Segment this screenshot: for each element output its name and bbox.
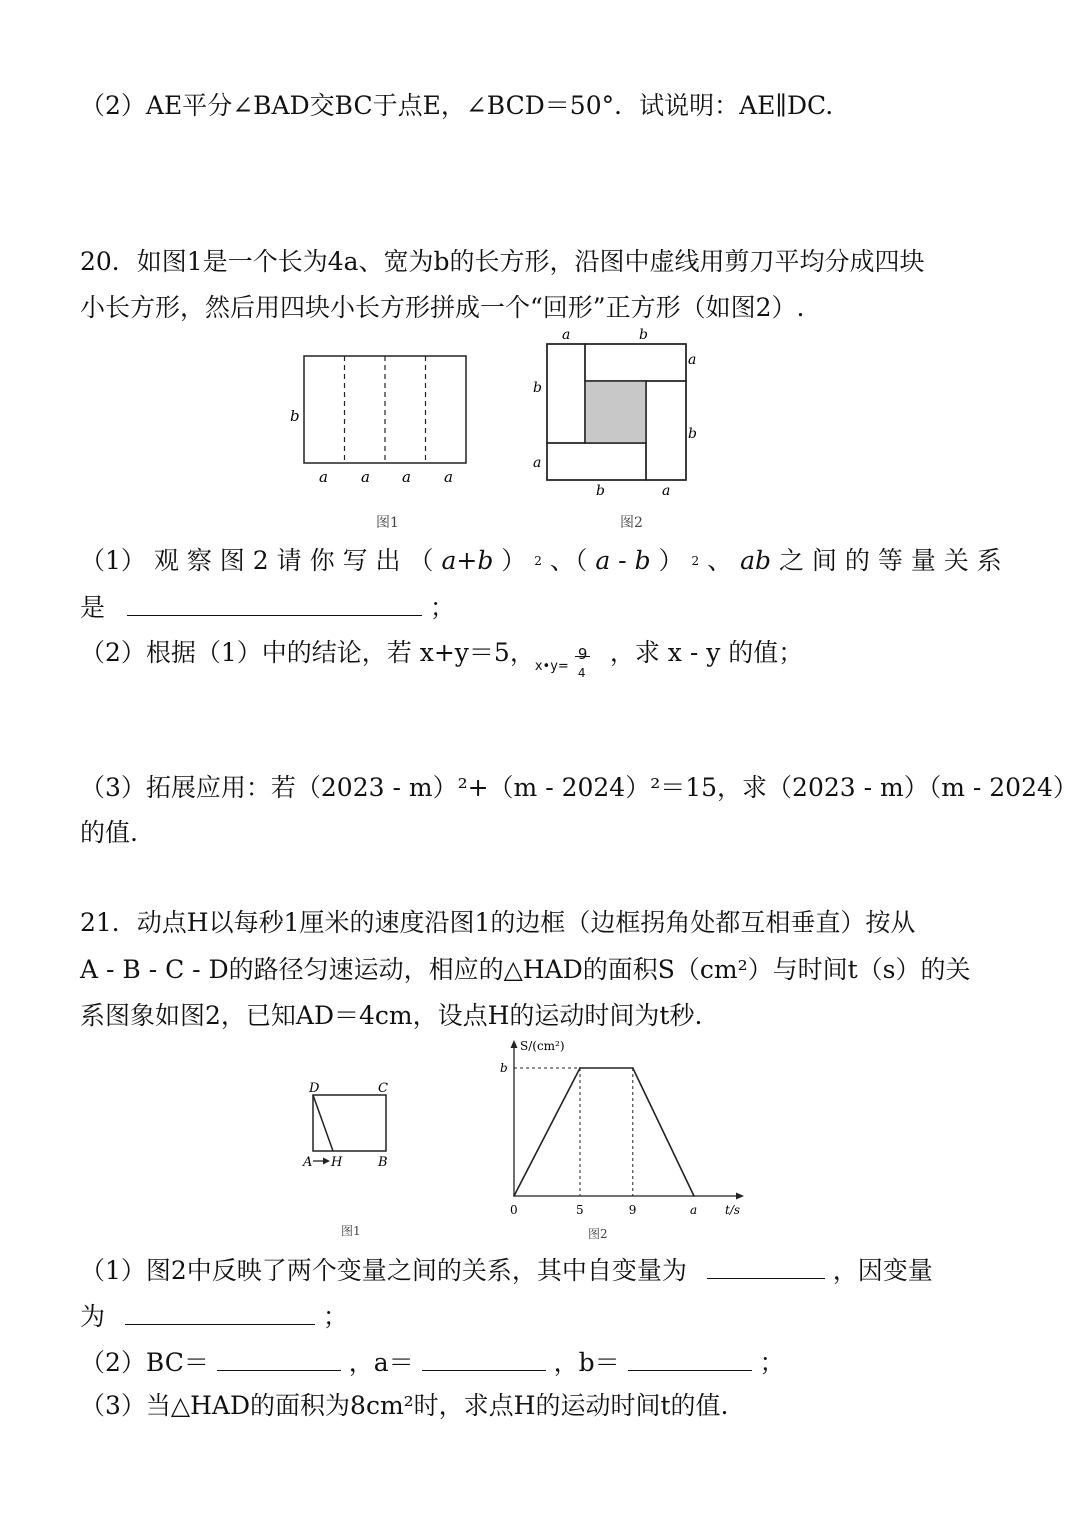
q20-p1-c27: 系 bbox=[976, 546, 1002, 575]
chart-x-tick-1: 5 bbox=[576, 1203, 584, 1217]
q21-p2-a: ，a＝ bbox=[348, 1348, 414, 1377]
chart-x-tick-3: a bbox=[690, 1203, 698, 1217]
fig2-label-left-a: a bbox=[533, 455, 542, 471]
q20-p1-c18: 2 bbox=[691, 554, 700, 568]
chart-y-axis-label: S/(cm²) bbox=[520, 1039, 565, 1053]
q20-p2-inline-formula bbox=[534, 640, 610, 680]
chart-marks-group bbox=[500, 1061, 697, 1217]
q21-p1-text-b: ，因变量 bbox=[832, 1256, 933, 1285]
fig2-label-top-a: a bbox=[562, 327, 571, 343]
q21-stem-line2: A - B - C - D的路径匀速运动，相应的△HAD的面积S（cm²）与时间t（s）的关 bbox=[80, 955, 971, 984]
q20-p2-prefix: （2）根据（1）中的结论，若 x+y＝5， bbox=[80, 638, 535, 667]
q19-part2: （2）AE平分∠BAD交BC于点E，∠BCD＝50°．试说明：AE∥DC. bbox=[80, 91, 834, 120]
fig1-label-a1: a bbox=[319, 468, 328, 486]
q20-part1-line1 bbox=[80, 543, 1002, 579]
q20-p1-c2: 察 bbox=[186, 546, 212, 575]
q20-p1-c8: 出 bbox=[375, 546, 401, 575]
q21-p1-end: ； bbox=[322, 1302, 348, 1331]
q20-p2-frac-num: 9 bbox=[577, 644, 588, 663]
q20-p1-c20: ab bbox=[740, 546, 771, 575]
q20-p2-frac-den: 4 bbox=[577, 665, 586, 680]
q21-fig1-arrow-head bbox=[323, 1158, 330, 1165]
fig2-label-right-b: b bbox=[688, 426, 697, 442]
fig2-top-rect bbox=[585, 344, 686, 381]
q20-p1-c23: 的 bbox=[844, 546, 870, 575]
fig1-label-a3: a bbox=[402, 468, 411, 486]
chart-point-3 bbox=[693, 1195, 695, 1197]
q21-figure-1 bbox=[295, 1075, 405, 1245]
q20-p1-c24: 等 bbox=[877, 546, 903, 575]
q21-stem-line3: 系图象如图2，已知AD＝4cm，设点H的运动时间为t秒. bbox=[80, 1001, 703, 1030]
chart-x-axis-arrow bbox=[736, 1193, 744, 1200]
fig2-right-rect bbox=[646, 381, 686, 480]
q20-p1-shi: 是 bbox=[80, 593, 106, 622]
fig2-label-bottom-b: b bbox=[596, 483, 605, 499]
q20-figure-1 bbox=[280, 340, 490, 540]
q21-p2-end: ； bbox=[759, 1348, 785, 1377]
fig2-label-bottom-a: a bbox=[662, 483, 671, 499]
fig1-label-b: b bbox=[290, 407, 300, 425]
q20-p1-c15: - bbox=[618, 546, 627, 575]
fig1-label-a2: a bbox=[361, 468, 370, 486]
q21-part1-line1 bbox=[80, 1252, 933, 1289]
q20-p1-c1: 观 bbox=[153, 546, 179, 575]
q21-stem-line1: 21．动点H以每秒1厘米的速度沿图1的边框（边框拐角处都互相垂直）按从 bbox=[80, 908, 916, 937]
q21-b-blank[interactable] bbox=[628, 1344, 752, 1371]
q20-p1-c19: 、 bbox=[707, 546, 733, 575]
q20-p1-c0: （1） bbox=[80, 546, 146, 575]
q21-fig1-label-B: B bbox=[378, 1155, 388, 1170]
q20-p2-suffix: ，求 x - y 的值； bbox=[609, 638, 804, 667]
fig2-label-right-a: a bbox=[688, 352, 697, 368]
q20-p1-c17: ） bbox=[658, 546, 684, 575]
q21-fig1-segment-DH bbox=[313, 1095, 333, 1151]
q21-p2-bc: （2）BC＝ bbox=[80, 1348, 209, 1377]
q21-part2 bbox=[80, 1344, 785, 1381]
fig1-caption: 图1 bbox=[376, 515, 399, 531]
q20-p1-c7: 写 bbox=[342, 546, 368, 575]
q20-part3-line1: （3）拓展应用：若（2023 - m）²+（m - 2024）²＝15，求（2023 - m）（m - 2024） bbox=[80, 773, 1078, 802]
q20-p1-c26: 关 bbox=[943, 546, 969, 575]
q21-a-blank[interactable] bbox=[422, 1344, 546, 1371]
q20-p1-c6: 你 bbox=[309, 546, 335, 575]
q20-p1-c16: b bbox=[634, 546, 651, 575]
q20-part2 bbox=[80, 635, 804, 680]
q20-p1-c5: 请 bbox=[276, 546, 302, 575]
q20-p1-c13: 、（ bbox=[549, 546, 588, 575]
chart-y-axis-arrow bbox=[511, 1040, 518, 1048]
chart-x-tick-2: 9 bbox=[628, 1203, 637, 1217]
q20-figure-2 bbox=[525, 322, 715, 537]
q21-fig1-label-H: H bbox=[331, 1155, 343, 1170]
q21-fig1-label-C: C bbox=[378, 1081, 388, 1096]
q21-independent-var-blank[interactable] bbox=[707, 1252, 825, 1279]
fig2-label-top-b: b bbox=[639, 327, 648, 343]
q20-answer-blank-1[interactable] bbox=[127, 589, 422, 616]
fig2-caption: 图2 bbox=[620, 515, 643, 531]
q21-fig1-label-D: D bbox=[309, 1081, 320, 1096]
q20-p1-c9: （ bbox=[408, 546, 434, 575]
fig2-left-rect bbox=[547, 344, 585, 443]
q20-p1-c10: a+b bbox=[441, 546, 494, 575]
chart-y-tick-0: b bbox=[500, 1061, 508, 1075]
q20-p1-c25: 量 bbox=[910, 546, 936, 575]
q21-figure-2-chart bbox=[490, 1032, 760, 1247]
q21-fig1-caption: 图1 bbox=[341, 1224, 361, 1238]
fig1-label-a4: a bbox=[444, 468, 453, 486]
q20-p1-c22: 间 bbox=[811, 546, 837, 575]
chart-x-tick-0: 0 bbox=[510, 1203, 518, 1217]
chart-caption: 图2 bbox=[588, 1227, 608, 1241]
chart-x-axis-label: t/s bbox=[725, 1203, 741, 1217]
q20-p1-c4: 2 bbox=[252, 546, 269, 575]
fig2-label-left-b: b bbox=[533, 380, 542, 396]
q20-p1-end: ； bbox=[429, 593, 455, 622]
q20-p1-c11: ） bbox=[501, 546, 527, 575]
q20-p1-c21: 之 bbox=[778, 546, 804, 575]
fig2-bottom-rect bbox=[547, 443, 646, 480]
q21-part1-line2 bbox=[80, 1298, 348, 1335]
q20-p2-formula-text: x•y= bbox=[534, 658, 569, 674]
q21-p2-b: ，b＝ bbox=[553, 1348, 620, 1377]
q21-bc-blank[interactable] bbox=[217, 1344, 341, 1371]
chart-point-0 bbox=[513, 1195, 515, 1197]
q21-part3: （3）当△HAD的面积为8cm²时，求点H的运动时间t的值. bbox=[80, 1391, 729, 1420]
q20-part1-line2 bbox=[80, 589, 455, 626]
q20-stem-line1: 20．如图1是一个长为4a、宽为b的长方形，沿图中虚线用剪刀平均分成四块 bbox=[80, 247, 925, 276]
q21-dependent-var-blank[interactable] bbox=[125, 1298, 315, 1325]
q20-p1-c14: a bbox=[595, 546, 611, 575]
q21-p1-wei: 为 bbox=[80, 1302, 106, 1331]
q21-fig1-label-A: A bbox=[303, 1155, 313, 1170]
q20-stem-line2: 小长方形，然后用四块小长方形拼成一个“回形”正方形（如图2）. bbox=[80, 293, 805, 322]
q21-fig1-rect bbox=[313, 1095, 386, 1151]
chart-series-line bbox=[514, 1068, 694, 1196]
q20-part3-line2: 的值. bbox=[80, 818, 138, 847]
fig2-center-square bbox=[585, 381, 646, 443]
q20-p1-c3: 图 bbox=[219, 546, 245, 575]
q20-p1-c12: 2 bbox=[534, 554, 542, 568]
q21-p1-text-a: （1）图2中反映了两个变量之间的关系，其中自变量为 bbox=[80, 1256, 687, 1285]
